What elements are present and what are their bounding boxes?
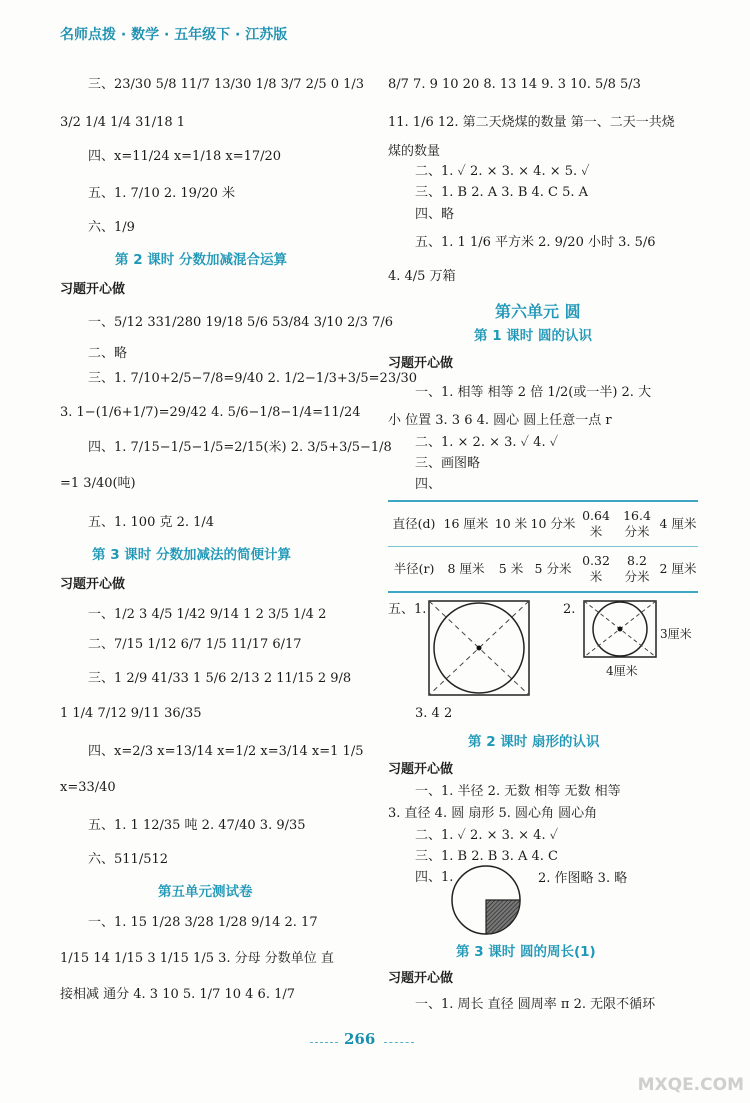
section-title: 第 3 课时 圆的周长(1) — [456, 944, 596, 960]
table-cell: 8.2 分米 — [624, 553, 650, 584]
shaded-sector-figure — [450, 864, 522, 936]
answer-line: 一、5/12 331/280 19/18 5/6 53/84 3/10 2/3 7/6 — [88, 315, 394, 330]
question-label: 五、1. — [388, 602, 427, 617]
answer-line: 六、1/9 — [88, 220, 135, 235]
answer-line: 1 1/4 7/12 9/11 36/35 — [60, 706, 202, 721]
section-title: 第 2 课时 分数加减混合运算 — [115, 252, 287, 268]
answer-line: 一、1/2 3 4/5 1/42 9/14 1 2 3/5 1/4 2 — [88, 607, 327, 622]
answer-line: 3. 4 2 — [415, 706, 453, 721]
section-title: 第五单元测试卷 — [158, 884, 253, 900]
answer-line: 三、1. 7/10+2/5−7/8=9/40 2. 1/2−1/3+3/5=23/30 — [88, 371, 418, 386]
answer-line: 3/2 1/4 1/4 31/18 1 — [60, 115, 186, 130]
answer-line: 二、略 — [88, 346, 128, 361]
answer-line: 四、略 — [415, 207, 455, 222]
book-header: 名师点拨 · 数学 · 五年级下 · 江苏版 — [60, 27, 288, 43]
table-row — [388, 502, 698, 546]
answer-line: 3. 1−(1/6+1/7)=29/42 4. 5/6−1/8−1/4=11/24 — [60, 405, 361, 420]
section-title: 第 3 课时 分数加减法的简便计算 — [92, 547, 291, 563]
circle-in-rectangle-figure — [583, 600, 657, 658]
table-cell: 5 分米 — [534, 561, 572, 577]
footer-dots-left — [310, 1042, 338, 1043]
page-number: 266 — [344, 1030, 376, 1048]
dimension-label: 3厘米 — [660, 627, 692, 641]
answer-line: =1 3/40(吨) — [60, 476, 136, 491]
answer-line: 二、1. × 2. × 3. ✓ 4. ✓ — [415, 435, 559, 450]
exercise-heading: 习题开心做 — [388, 356, 454, 371]
answer-line: 三、画图略 — [415, 456, 481, 471]
answer-line: 一、1. 相等 相等 2 倍 1/2(或一半) 2. 大 — [415, 385, 652, 400]
footer-dots-right — [384, 1042, 414, 1043]
answer-line: 4. 4/5 万箱 — [388, 269, 456, 284]
answer-line: 11. 1/6 12. 第二天烧煤的数量 第一、二天一共烧 — [388, 115, 675, 130]
table-cell: 10 分米 — [530, 516, 576, 532]
answer-line: 三、23/30 5/8 11/7 13/30 1/8 3/7 2/5 0 1/3 — [88, 77, 365, 92]
answer-line: 二、1. ✓ 2. × 3. × 4. ✓ — [415, 828, 559, 843]
exercise-heading: 习题开心做 — [388, 971, 454, 986]
answer-line: 六、511/512 — [88, 852, 169, 867]
answer-line: 一、1. 15 1/28 3/28 1/28 9/14 2. 17 — [88, 915, 318, 930]
table-cell: 直径(d) — [392, 516, 436, 532]
table-cell: 16.4 分米 — [623, 508, 651, 539]
dimension-label: 4厘米 — [606, 664, 638, 678]
circle-in-square-figure — [428, 600, 530, 696]
answer-line: 一、1. 周长 直径 圆周率 π 2. 无限不循环 — [415, 997, 656, 1012]
answer-line: 煤的数量 — [388, 144, 441, 159]
table-cell: 16 厘米 — [443, 516, 489, 532]
exercise-heading: 习题开心做 — [388, 762, 454, 777]
question-label: 2. — [563, 602, 576, 617]
answer-line: 四、 — [415, 477, 442, 492]
section-title: 第 2 课时 扇形的认识 — [468, 734, 600, 750]
answer-line: 五、1. 100 克 2. 1/4 — [88, 515, 215, 530]
answer-line: 8/7 7. 9 10 20 8. 13 14 9. 3 10. 5/8 5/3 — [388, 77, 641, 92]
table-cell: 0.64 米 — [582, 508, 610, 539]
answer-line: 五、1. 1 1/6 平方米 2. 9/20 小时 3. 5/6 — [415, 235, 656, 250]
table-cell: 4 厘米 — [659, 516, 697, 532]
answer-line: 四、1. 7/15−1/5−1/5=2/15(米) 2. 3/5+3/5−1/8 — [88, 440, 392, 455]
table-cell: 5 米 — [498, 561, 524, 577]
answer-line: 四、x=11/24 x=1/18 x=17/20 — [88, 149, 282, 164]
answer-line: 五、1. 1 12/35 吨 2. 47/40 3. 9/35 — [88, 818, 306, 833]
answer-line: 二、1. ✓ 2. × 3. × 4. × 5. ✓ — [415, 164, 590, 179]
table-cell: 10 米 — [494, 516, 528, 532]
answer-line: 三、1. B 2. B 3. A 4. C — [415, 849, 558, 864]
answer-line: x=33/40 — [60, 780, 116, 795]
table-row — [388, 546, 698, 591]
answer-line: 接相减 通分 4. 3 10 5. 1/7 10 4 6. 1/7 — [60, 987, 296, 1002]
table-cell: 2 厘米 — [659, 561, 697, 577]
answer-line: 五、1. 7/10 2. 19/20 米 — [88, 186, 235, 201]
diameter-radius-table — [388, 500, 698, 593]
answer-line: 二、7/15 1/12 6/7 1/5 11/17 6/17 — [88, 637, 302, 652]
answer-line: 三、1 2/9 41/33 1 5/6 2/13 2 11/15 2 9/8 — [88, 671, 352, 686]
exercise-heading: 习题开心做 — [60, 282, 126, 297]
answer-line: 小 位置 3. 3 6 4. 圆心 圆上任意一点 r — [388, 413, 612, 428]
section-title: 第 1 课时 圆的认识 — [474, 328, 592, 344]
question-label: 四、1. — [415, 870, 454, 885]
exercise-heading: 习题开心做 — [60, 577, 126, 592]
answer-line: 四、x=2/3 x=13/14 x=1/2 x=3/14 x=1 1/5 — [88, 744, 364, 759]
answer-line: 三、1. B 2. A 3. B 4. C 5. A — [415, 185, 589, 200]
unit-title: 第六单元 圆 — [495, 302, 581, 321]
table-cell: 8 厘米 — [447, 561, 485, 577]
answer-line: 1/15 14 1/15 3 1/15 1/5 3. 分母 分数单位 直 — [60, 951, 334, 966]
answer-line: 一、1. 半径 2. 无数 相等 无数 相等 — [415, 784, 621, 799]
answer-line: 3. 直径 4. 圆 扇形 5. 圆心角 圆心角 — [388, 806, 598, 821]
table-cell: 半径(r) — [393, 561, 435, 577]
answer-line: 2. 作图略 3. 略 — [538, 871, 628, 886]
watermark: MXQE.COM — [637, 1075, 744, 1095]
table-cell: 0.32 米 — [582, 553, 610, 584]
